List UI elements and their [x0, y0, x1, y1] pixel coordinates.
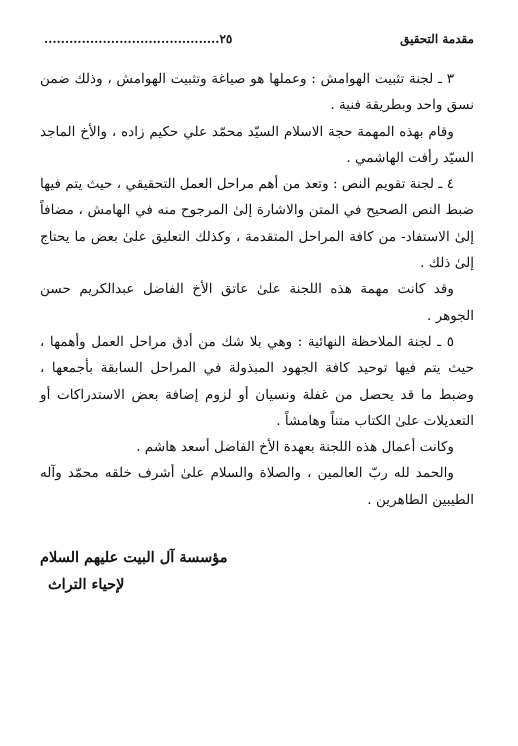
running-header — [44, 28, 474, 50]
signature-block — [40, 544, 474, 598]
chapter-title: مقدمة التحقيق — [400, 32, 474, 46]
paragraph-closing-praise: والحمد لله ربّ العالمين ، والصلاة والسلام علىٰ أشرف خلقه محمّد وآله الطيبين الطاهرين . — [40, 465, 474, 508]
paragraph-committee-5: ٥ ـ لجنة الملاحظة النهائية : وهي بلا شك من أدق مراحل العمل وأهمها ، حيث يتم فيها توحيد كافة الجهود المبذولة في المراحل السابقة بأجمعها ، وضبط ما قد يحصل من غفلة ونسيان أو لزوم إضافة بعض الاستدراكات أو التعديلات علىٰ الكتاب متناً وهامشاً . — [40, 333, 474, 429]
paragraph-committee-4: ٤ ـ لجنة تقويم النص : وتعد من أهم مراحل العمل التحقيقي ، حيث يتم فيها ضبط النص الصحيح في المتن والاشارة إلىٰ المرجوح منه في الهامش ، مضافاً إلىٰ الاستفاد‐ من كافة المراحل المتقدمة ، وكذلك التعليق علىٰ بعض ما يحتاج إلىٰ ذلك . — [40, 176, 474, 272]
paragraph-committee-4-members: وقد كانت مهمة هذه اللجنة علىٰ عاتق الأخ الفاضل عبدالكريم حسن الجوهر . — [40, 281, 474, 324]
body-text — [40, 66, 474, 513]
page-number: ٢٥.......................................... — [44, 32, 233, 46]
paragraph-committee-3-members: وقام بهذه المهمة حجة الاسلام السيّد محمّد علي حكيم زاده ، والأخ الماجد السيّد رأفت الهاشمي . — [40, 123, 474, 166]
paragraph-committee-5-members: وكانت أعمال هذه اللجنة بعهدة الأخ الفاضل أسعد هاشم . — [136, 439, 454, 456]
signature-institution: مؤسسة آل البيت عليهم السلام — [40, 549, 228, 566]
signature-purpose: لإحياء التراث — [48, 576, 125, 593]
paragraph-committee-3: ٣ ـ لجنة تثبيت الهوامش : وعملها هو صياغة وتثبيت الهوامش ، وذلك ضمن نسق واحد وبطريقة فنية . — [40, 71, 474, 114]
